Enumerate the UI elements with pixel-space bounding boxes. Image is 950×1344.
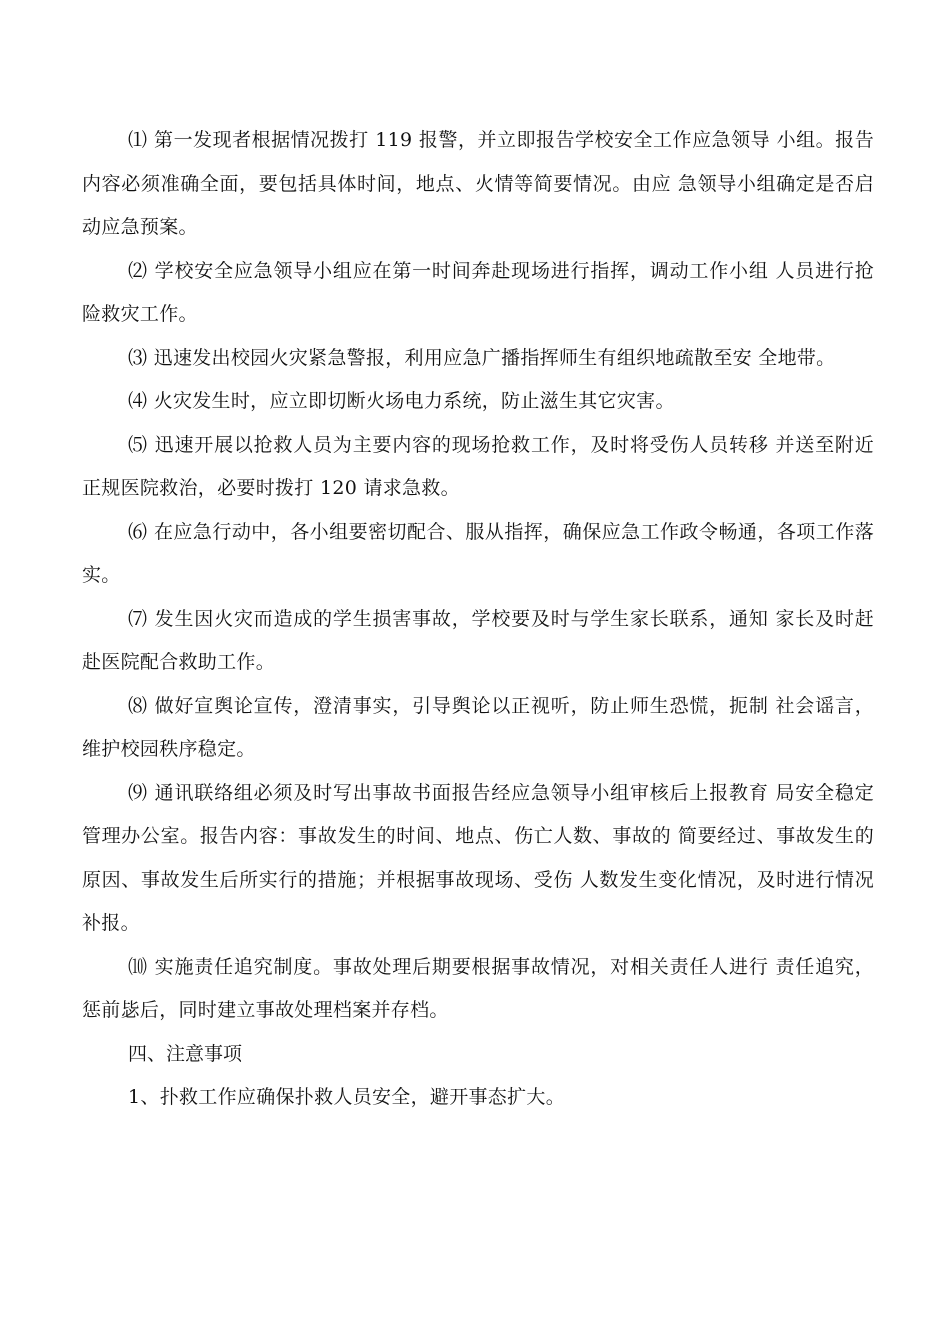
paragraph-10: ⑽ 实施责任追究制度。事故处理后期要根据事故情况，对相关责任人进行 责任追究，惩前毖后，同时建立事故处理档案并存档。 (82, 955, 874, 1021)
paragraph-4: ⑷ 火灾发生时，应立即切断火场电力系统，防止滋生其它灾害。 (128, 390, 675, 412)
paragraph-7: ⑺ 发生因火灾而造成的学生损害事故，学校要及时与学生家长联系，通知 家长及时赶赴医院配合救助工作。 (82, 607, 874, 673)
paragraph-2: ⑵ 学校安全应急领导小组应在第一时间奔赴现场进行指挥，调动工作小组 人员进行抢险救灾工作。 (82, 259, 874, 325)
paragraph-9: ⑼ 通讯联络组必须及时写出事故书面报告经应急领导小组审核后上报教育 局安全稳定管理办公室。报告内容：事故发生的时间、地点、伤亡人数、事故的 简要经过、事故发生的原因、事故发生后所实行的措施；并根据事故现场、受伤 人数发生变化情况，及时进行情况补报。 (82, 781, 874, 934)
section-heading: 四、注意事项 (128, 1042, 243, 1065)
paragraph-8: ⑻ 做好宣舆论宣传，澄清事实，引导舆论以正视听，防止师生恐慌，扼制 社会谣言，维护校园秩序稳定。 (82, 694, 874, 760)
list-item-1: 1、扑救工作应确保扑救人员安全，避开事态扩大。 (128, 1086, 565, 1108)
paragraph-3: ⑶ 迅速发出校园火灾紧急警报，利用应急广播指挥师生有组织地疏散至安 全地带。 (128, 346, 836, 369)
paragraph-5: ⑸ 迅速开展以抢救人员为主要内容的现场抢救工作，及时将受伤人员转移 并送至附近正规医院救治，必要时拨打 120 请求急救。 (82, 433, 874, 499)
paragraph-1: ⑴ 第一发现者根据情况拨打 119 报警，并立即报告学校安全工作应急领导 小组。报告内容必须准确全面，要包括具体时间，地点、火情等简要情况。由应 急领导小组确定是否启动应急预案。 (82, 129, 874, 238)
document-body (82, 119, 874, 1120)
paragraph-6: ⑹ 在应急行动中，各小组要密切配合、服从指挥，确保应急工作政令畅通，各项工作落实。 (82, 520, 874, 586)
